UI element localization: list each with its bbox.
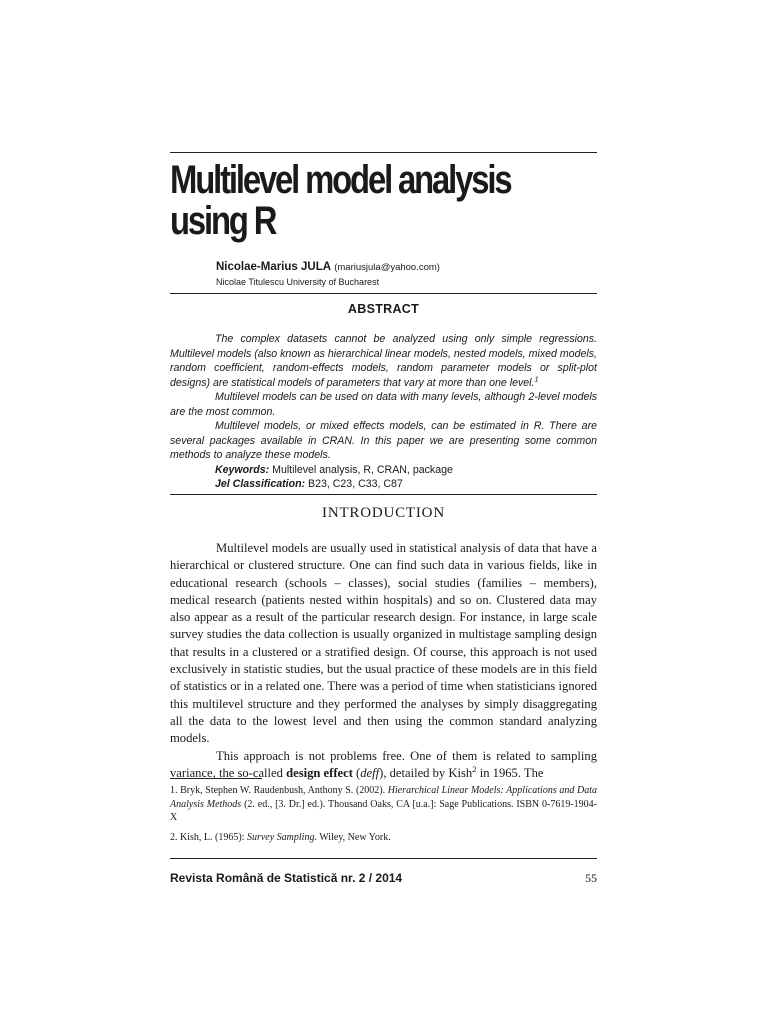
title-line-2: using R: [170, 199, 276, 243]
footnote-ref-2: 2: [472, 763, 477, 774]
author-email: (mariusjula@yahoo.com): [334, 262, 440, 273]
abstract-paragraph-3: Multilevel models, or mixed effects models, can be estimated in R. There are several packages available in CRAN. In this paper we are presenting some common methods to analyze these models.: [170, 420, 597, 461]
author-line: [216, 261, 440, 273]
footnotes: [170, 784, 597, 850]
intro-paragraph-2: This approach is not problems free. One of them is related to sampling variance, the so-called design effect (deff), detailed by Kish$^2$ in 1965. The: [170, 748, 597, 780]
jel-label: Jel Classification:: [215, 478, 306, 490]
design-effect-term: design effect: [286, 765, 353, 780]
keywords-label: Keywords:: [215, 463, 270, 476]
deff-term: deff: [360, 765, 380, 780]
jel-line: [170, 477, 597, 492]
keywords-value: Multilevel analysis, R, CRAN, package: [269, 463, 453, 476]
paper-title: [170, 160, 520, 242]
footnote-2: 2. Kish, L. (1965): Survey Sampling. Wiley, New York.: [170, 831, 391, 843]
keywords-line: [170, 463, 597, 478]
footnote-ref-1: 1: [534, 373, 539, 383]
footnote-rule: [170, 778, 262, 779]
abstract-paragraph-1: The complex datasets cannot be analyzed using only simple regressions. Multilevel models (also known as hierarchical linear models, nested models, mixed models, random coefficient, random-effects models, random parameter models or split-plot designs) are statistical models of parameters that vary at more than one level.$^1$: [170, 333, 597, 389]
abstract-body: [170, 332, 597, 492]
jel-value: B23, C23, C33, C87: [305, 478, 403, 490]
journal-footer: Revista Română de Statistică nr. 2 / 2014: [170, 871, 403, 885]
abstract-paragraph-2: Multilevel models can be used on data with many levels, although 2-level models are the most common.: [170, 391, 597, 418]
top-rule: [170, 152, 597, 153]
page-number: 55: [585, 871, 597, 885]
footnote-1: 1. Bryk, Stephen W. Raudenbush, Anthony S. (2002). Hierarchical Linear Models: Applications and Data Analysis Methods (2. ed., [3. Dr.] ed.). Thousand Oaks, CA [u.a.]: Sage Publications. ISBN 0-7619-1904-X: [170, 785, 597, 823]
introduction-body: [170, 540, 597, 782]
introduction-heading: INTRODUCTION: [322, 505, 445, 521]
author-name: Nicolae-Marius JULA: [216, 261, 332, 273]
footer-rule: [170, 858, 597, 859]
author-affiliation: Nicolae Titulescu University of Bucharest: [216, 277, 380, 287]
abstract-heading: ABSTRACT: [347, 302, 420, 316]
intro-paragraph-1: Multilevel models are usually used in statistical analysis of data that have a hierarchical or clustered structure. One can find such data in various fields, like in educational research (schools – classes), social studies (families – members), medical research (patients nested within hospitals) and so on. Clustered data may also appear as a result of the particular research design. For instance, in large scale survey studies the data collection is usually organized in multistage sampling design that results in a clustered or a stratified design. Of course, this approach is not used exclusively in statistic studies, but the usual practice of these models are in this field of statistics or in a related one. There was a period of time when statisticians ignored this multilevel structure and they performed the analyses by simply disaggregating all the data to the lowest level and then using the common standard analyzing models.: [170, 541, 597, 746]
title-line-1: Multilevel model analysis: [170, 158, 511, 202]
abstract-top-rule: [170, 293, 597, 294]
abstract-bottom-rule: [170, 494, 597, 495]
